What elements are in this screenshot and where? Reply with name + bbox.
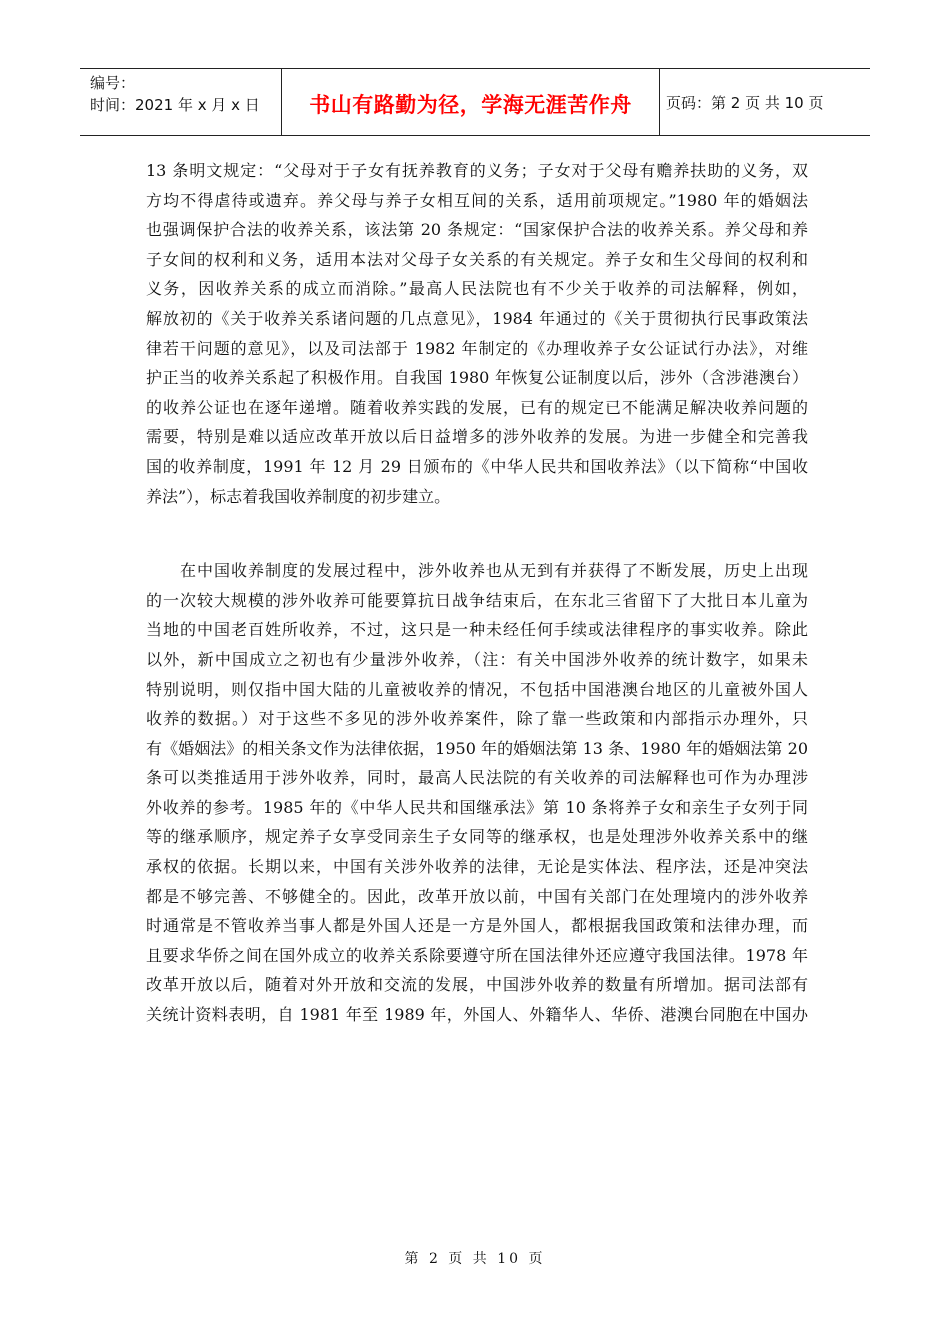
text-line: 当地的中国老百姓所收养，不过，这只是一种未经任何手续或法律程序的事实收养。除此 bbox=[146, 620, 808, 640]
paragraph-1 bbox=[146, 156, 808, 511]
header-motto: 书山有路勤为径，学海无涯苦作舟 bbox=[282, 69, 660, 135]
serial-number-label: 编号： bbox=[90, 74, 136, 92]
text-line: 国的收养制度，1991 年 12 月 29 日颁布的《中华人民共和国收养法》（以下简称“中国收 bbox=[146, 456, 808, 476]
text-line: 在中国收养制度的发展过程中，涉外收养也从无到有并获得了不断发展，历史上出现 bbox=[146, 561, 808, 581]
text-line: 都是不够完善、不够健全的。因此，改革开放以前，中国有关部门在处理境内的涉外收养 bbox=[146, 886, 808, 906]
text-line: 律若干问题的意见》，以及司法部于 1982 年制定的《办理收养子女公证试行办法》，对维 bbox=[146, 338, 808, 358]
page-header bbox=[80, 68, 870, 136]
header-page-info: 页码：第 2 页 共 10 页 bbox=[666, 93, 824, 112]
text-line: 收养的数据。）对于这些不多见的涉外收养案件，除了靠一些政策和内部指示办理外，只 bbox=[146, 709, 808, 729]
text-line: 条可以类推适用于涉外收养，同时，最高人民法院的有关收养的司法解释也可作为办理涉 bbox=[146, 768, 808, 788]
text-line: 需要，特别是难以适应改革开放以后日益增多的涉外收养的发展。为进一步健全和完善我 bbox=[146, 427, 808, 447]
text-line: 时通常是不管收养当事人都是外国人还是一方是外国人，都根据我国政策和法律办理，而 bbox=[146, 916, 808, 936]
text-line: 也强调保护合法的收养关系，该法第 20 条规定：“国家保护合法的收养关系。养父母和养 bbox=[146, 220, 808, 240]
text-line: 13 条明文规定：“父母对于子女有抚养教育的义务；子女对于父母有赡养扶助的义务，双 bbox=[146, 161, 808, 180]
text-line: 等的继承顺序，规定养子女享受同亲生子女同等的继承权，也是处理涉外收养关系中的继 bbox=[146, 827, 808, 847]
header-meta bbox=[80, 69, 282, 135]
text-line: 改革开放以后，随着对外开放和交流的发展，中国涉外收养的数量有所增加。据司法部有 bbox=[146, 975, 808, 995]
document-body bbox=[146, 156, 808, 1030]
text-line: 承权的依据。长期以来，中国有关涉外收养的法律，无论是实体法、程序法，还是冲突法 bbox=[146, 857, 808, 877]
text-line: 关统计资料表明，自 1981 年至 1989 年，外国人、外籍华人、华侨、港澳台同胞在中国办 bbox=[146, 1005, 808, 1025]
page-footer: 第 2 页 共 10 页 bbox=[404, 1251, 546, 1267]
date-label: 时间：2021 年 x 月 x 日 bbox=[90, 96, 260, 114]
text-line: 义务，因收养关系的成立而消除。”最高人民法院也有不少关于收养的司法解释，例如， bbox=[146, 279, 808, 299]
text-line: 解放初的《关于收养关系诸问题的几点意见》，1984 年通过的《关于贯彻执行民事政策法 bbox=[146, 308, 808, 328]
text-line: 特别说明，则仅指中国大陆的儿童被收养的情况，不包括中国港澳台地区的儿童被外国人 bbox=[146, 679, 808, 699]
text-line: 有《婚姻法》的相关条文作为法律依据，1950 年的婚姻法第 13 条、1980 年的婚姻法第 20 bbox=[146, 738, 808, 758]
text-line: 的一次较大规模的涉外收养可能要算抗日战争结束后，在东北三省留下了大批日本儿童为 bbox=[146, 590, 808, 610]
text-line: 养法”），标志着我国收养制度的初步建立。 bbox=[146, 486, 451, 506]
text-line: 护正当的收养关系起了积极作用。自我国 1980 年恢复公证制度以后，涉外（含涉港澳台） bbox=[146, 368, 808, 388]
text-line: 方均不得虐待或遗弃。养父母与养子女相互间的关系，适用前项规定。”1980 年的婚姻法 bbox=[146, 190, 808, 210]
text-line: 的收养公证也在逐年递增。随着收养实践的发展，已有的规定已不能满足解决收养问题的 bbox=[146, 397, 808, 417]
text-line: 以外，新中国成立之初也有少量涉外收养，（注：有关中国涉外收养的统计数字，如果未 bbox=[146, 649, 808, 669]
text-line: 外收养的参考。1985 年的《中华人民共和国继承法》第 10 条将养子女和亲生子女列于同 bbox=[146, 797, 808, 817]
paragraph-spacer bbox=[146, 511, 808, 556]
text-line: 子女间的权利和义务，适用本法对父母子女关系的有关规定。养子女和生父母间的权利和 bbox=[146, 249, 808, 269]
paragraph-2 bbox=[146, 556, 808, 1030]
text-line: 且要求华侨之间在国外成立的收养关系除要遵守所在国法律外还应遵守我国法律。1978 年 bbox=[146, 945, 808, 965]
